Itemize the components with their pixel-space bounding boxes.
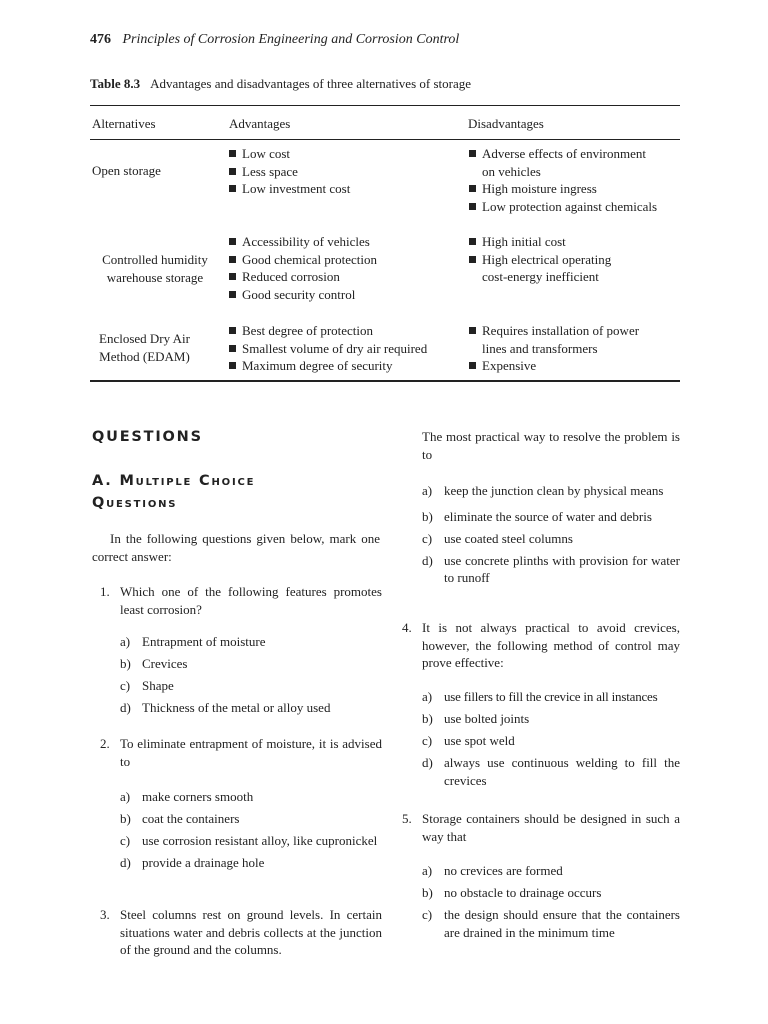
option-text: use coated steel columns xyxy=(444,530,573,546)
option-a xyxy=(422,482,680,500)
subsection-heading-line: A. Multiple Choice xyxy=(92,473,256,489)
option-letter: b) xyxy=(120,656,131,671)
row-controlled-humidity-advantages xyxy=(228,233,458,304)
option-a xyxy=(422,862,680,880)
table-bottom-rule xyxy=(90,380,680,382)
advantage-item: Less space xyxy=(228,163,458,181)
alternative-line: Enclosed Dry Air xyxy=(99,331,190,346)
advantage-item: Low cost xyxy=(228,145,458,163)
running-title: Principles of Corrosion Engineering and Corrosion Control xyxy=(122,32,460,47)
option-letter: d) xyxy=(120,855,131,870)
option-letter: a) xyxy=(422,483,433,498)
advantage-item: Good chemical protection xyxy=(228,251,458,269)
advantage-item: Maximum degree of security xyxy=(228,357,463,375)
option-text: Crevices xyxy=(142,656,188,671)
option-letter: b) xyxy=(422,711,433,726)
column-header-alternatives: Alternatives xyxy=(92,116,156,131)
question-1 xyxy=(100,583,382,618)
option-letter: d) xyxy=(422,552,433,568)
disadvantage-item: High initial cost xyxy=(468,233,683,251)
option-b xyxy=(422,884,680,902)
row-controlled-humidity-disadvantages xyxy=(468,233,683,286)
disadvantage-item xyxy=(468,145,683,180)
subsection-heading xyxy=(92,470,255,514)
running-header xyxy=(90,32,459,48)
question-number: 4. xyxy=(402,620,412,635)
advantage-item: Reduced corrosion xyxy=(228,268,458,286)
question-text: To eliminate entrapment of moisture, it is advised to xyxy=(120,736,382,769)
disadvantage-line: cost-energy inefficient xyxy=(482,269,599,285)
option-a xyxy=(422,688,680,706)
alternative-line: warehouse storage xyxy=(106,269,204,285)
option-letter: b) xyxy=(422,885,433,900)
option-d xyxy=(120,699,382,717)
option-letter: d) xyxy=(120,700,131,715)
option-letter: c) xyxy=(120,678,131,693)
disadvantage-line: on vehicles xyxy=(482,163,541,179)
question-4 xyxy=(402,619,680,672)
option-letter: a) xyxy=(120,789,131,804)
disadvantage-item xyxy=(468,251,683,286)
question-text: Storage containers should be designed in such a way that xyxy=(422,811,680,844)
option-letter: b) xyxy=(120,811,131,826)
column-header-advantages: Advantages xyxy=(229,116,291,131)
advantage-item: Accessibility of vehicles xyxy=(228,233,458,251)
option-c xyxy=(422,530,680,548)
option-letter: c) xyxy=(120,833,131,848)
disadvantage-line: Adverse effects of environment xyxy=(482,146,647,161)
option-letter: d) xyxy=(422,755,433,770)
option-text: use concrete plinths with provision for water to runoff xyxy=(444,552,680,585)
option-text: use corrosion resistant alloy, like cupronickel xyxy=(142,833,378,848)
question-5-options xyxy=(422,862,680,941)
disadvantage-line: Requires installation of power xyxy=(482,323,640,338)
advantage-item: Best degree of protection xyxy=(228,322,463,340)
option-text: keep the junction clean by physical means xyxy=(444,483,664,498)
option-text: always use continuous welding to fill the crevices xyxy=(444,755,680,788)
question-3-options xyxy=(422,482,680,587)
question-4-options xyxy=(422,688,680,789)
option-d xyxy=(422,754,680,789)
option-text: coat the containers xyxy=(142,811,240,826)
question-5 xyxy=(402,810,680,845)
table-top-rule xyxy=(90,105,680,106)
question-number: 5. xyxy=(402,811,412,826)
option-text: no crevices are formed xyxy=(444,863,563,878)
option-text: Shape xyxy=(142,678,174,693)
row-open-storage-advantages xyxy=(228,145,458,198)
table-caption xyxy=(90,76,471,92)
row-edam-advantages xyxy=(228,322,463,375)
question-number: 3. xyxy=(100,907,110,922)
option-text: use spot weld xyxy=(444,733,515,748)
column-header-disadvantages: Disadvantages xyxy=(468,116,544,131)
alternative-line: Method (EDAM) xyxy=(99,348,190,364)
disadvantage-line: lines and transformers xyxy=(482,340,598,356)
option-c xyxy=(422,906,680,941)
option-c xyxy=(120,832,382,850)
disadvantage-item: High moisture ingress xyxy=(468,180,683,198)
option-letter: c) xyxy=(422,530,433,546)
question-text: It is not always practical to avoid crevices, however, the following method of control may prove effective: xyxy=(422,620,680,670)
option-text: use fillers to fill the crevice in all instances xyxy=(444,689,658,704)
row-edam-alternative xyxy=(82,330,207,365)
disadvantage-item: Low protection against chemicals xyxy=(468,198,683,216)
question-text: Which one of the following features promotes least corrosion? xyxy=(120,584,382,617)
row-open-storage-alternative xyxy=(92,162,161,180)
option-a xyxy=(120,788,382,806)
option-d xyxy=(422,552,680,587)
option-text: make corners smooth xyxy=(142,789,254,804)
table-caption-text: Advantages and disadvantages of three alternatives of storage xyxy=(150,76,471,91)
section-heading: QUESTIONS xyxy=(92,429,203,445)
question-2-options xyxy=(120,788,382,872)
option-letter: b) xyxy=(422,508,433,524)
option-text: eliminate the source of water and debris xyxy=(444,508,652,524)
option-text: use bolted joints xyxy=(444,711,530,726)
row-open-storage-disadvantages xyxy=(468,145,683,216)
advantage-item: Smallest volume of dry air required xyxy=(228,340,463,358)
option-letter: a) xyxy=(422,863,433,878)
disadvantage-line: High electrical operating xyxy=(482,251,612,267)
disadvantage-item xyxy=(468,322,683,357)
option-text: Entrapment of moisture xyxy=(142,634,266,649)
option-b xyxy=(120,810,382,828)
option-text: no obstacle to drainage occurs xyxy=(444,885,602,900)
option-letter: a) xyxy=(422,689,433,704)
question-1-options xyxy=(120,633,382,717)
option-d xyxy=(120,854,382,872)
option-b xyxy=(422,710,680,728)
alternative-line: Controlled humidity xyxy=(102,252,208,267)
table-label: Table 8.3 xyxy=(90,76,141,91)
option-letter: a) xyxy=(120,634,131,649)
option-a xyxy=(120,633,382,651)
option-b xyxy=(422,508,680,526)
disadvantage-item: Expensive xyxy=(468,357,683,375)
question-number: 1. xyxy=(100,584,110,599)
row-controlled-humidity-alternative xyxy=(90,251,220,286)
question-3-continuation: The most practical way to resolve the problem is to xyxy=(422,429,680,462)
instructions-paragraph: In the following questions given below, mark one correct answer: xyxy=(92,531,380,564)
option-letter: c) xyxy=(422,733,433,748)
option-text: the design should ensure that the containers are drained in the minimum time xyxy=(444,907,680,940)
option-b xyxy=(120,655,382,673)
option-c xyxy=(422,732,680,750)
page-number: 476 xyxy=(90,32,111,47)
table-header-rule xyxy=(90,139,680,140)
option-text: provide a drainage hole xyxy=(142,855,265,870)
row-edam-disadvantages xyxy=(468,322,683,375)
question-3 xyxy=(100,906,382,959)
advantage-item: Low investment cost xyxy=(228,180,458,198)
option-c xyxy=(120,677,382,695)
advantage-item: Good security control xyxy=(228,286,458,304)
option-text: Thickness of the metal or alloy used xyxy=(142,700,331,715)
question-2 xyxy=(100,735,382,770)
subsection-heading-line: Questions xyxy=(92,495,178,511)
alternative-line: Open storage xyxy=(92,163,161,178)
option-letter: c) xyxy=(422,907,433,922)
question-number: 2. xyxy=(100,736,110,751)
question-text: Steel columns rest on ground levels. In certain situations water and debris collects at the junction of the ground and the columns. xyxy=(120,907,382,957)
